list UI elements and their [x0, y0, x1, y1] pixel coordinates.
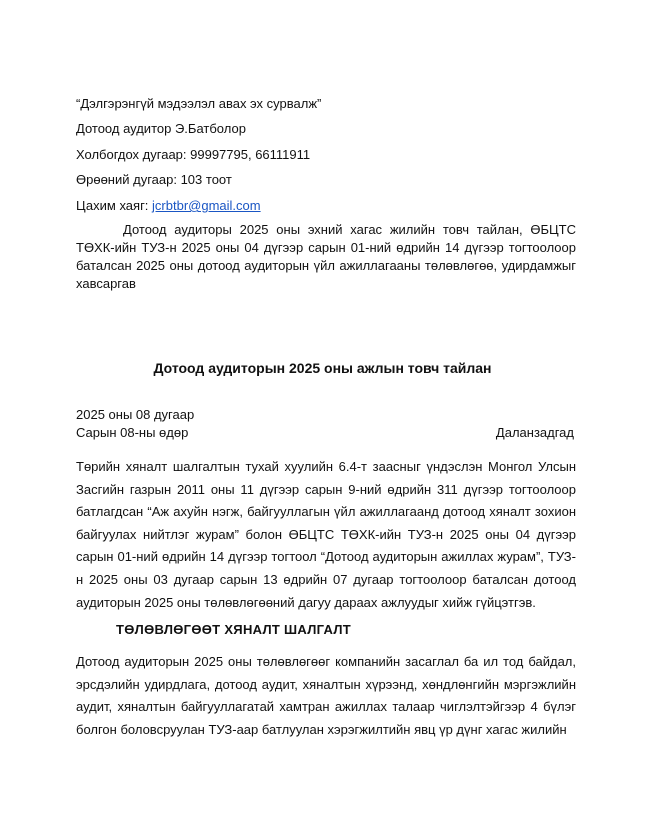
report-title: Дотоод аудиторын 2025 оны ажлын товч тайлан	[153, 360, 492, 376]
body-paragraph-1: Төрийн хяналт шалгалтын тухай хуулийн 6.4-т заасныг үндэслэн Монгол Улсын Засгийн газрын 2011 оны 11 дүгээр сарын 9-ний өдрийн 311 дүгээр тогтоолоор батлагдсан “Аж ахуйн нэгж, байгууллагын үйл ажиллагаанд дотоод хяналт зохион байгуулах нийтлэг журам” болон ӨБЦТС ТӨХК-ийн ТУЗ-н 2025 оны 04 дүгээр сарын 01-ний өдрийн 14 дүгээр тогтоол “Дотоод аудиторын ажиллах журам”, ТУЗ-н 2025 оны 03 дугаар сарын 13 өдрийн 07 дугаар тогтоолоор баталсан дотоод аудиторын 2025 оны төлөвлөгөөний дагуу дараах ажлуудыг хийж гүйцэтгэв.	[76, 459, 576, 610]
email-link[interactable]: jcrbtbr@gmail.com	[152, 198, 261, 213]
phone-label: Холбогдох дугаар:	[76, 147, 191, 162]
date-location-block	[76, 406, 574, 442]
email-line	[76, 198, 261, 214]
room-line	[76, 172, 232, 188]
body-paragraph-2: Дотоод аудиторын 2025 оны төлөвлөгөөг компанийн засаглал ба ил тод байдал, эрсдэлийн удирдлага, дотоод аудит, хяналтын хүрээнд, хөндлөнгийн мэргэжлийн аудит, хяналтын байгууллагатай хамтран ажиллах талаар чиглэлтэйгээр 4 бүлэг болгон боловсруулан ТУЗ-аар батлуулан хэрэгжилтийн явц үр дүнг хагас жилийн	[76, 654, 576, 737]
phone-value: 99997795, 66111911	[190, 147, 311, 162]
intro-paragraph: Дотоод аудиторы 2025 оны эхний хагас жилийн товч тайлан, ӨБЦТС ТӨХК-ийн ТУЗ-н 2025 оны 04 дүгээр сарын 01-ний өдрийн 14 дүгээр тогтоолоор баталсан 2025 оны дотоод аудиторын үйл ажиллагааны төлөвлөгөө, удирдамжыг хавсаргав	[76, 222, 576, 291]
source-title: “Дэлгэрэнгүй мэдээлэл авах эх сурвалж”	[76, 96, 322, 111]
section-heading: ТӨЛӨВЛӨГӨӨТ ХЯНАЛТ ШАЛГАЛТ	[116, 622, 352, 637]
auditor-name: Дотоод аудитор Э.Батболор	[76, 121, 246, 136]
email-label: Цахим хаяг:	[76, 198, 153, 213]
date-line-1: 2025 оны 08 дугаар	[76, 407, 195, 422]
date-line-2: Сарын 08-ны өдөр	[76, 425, 189, 440]
room-label: Өрөөний дугаар:	[76, 172, 181, 187]
phone-line	[76, 147, 310, 163]
date-row	[76, 424, 574, 442]
room-value: 103 тоот	[180, 172, 232, 187]
location: Даланзадгад	[495, 425, 574, 440]
